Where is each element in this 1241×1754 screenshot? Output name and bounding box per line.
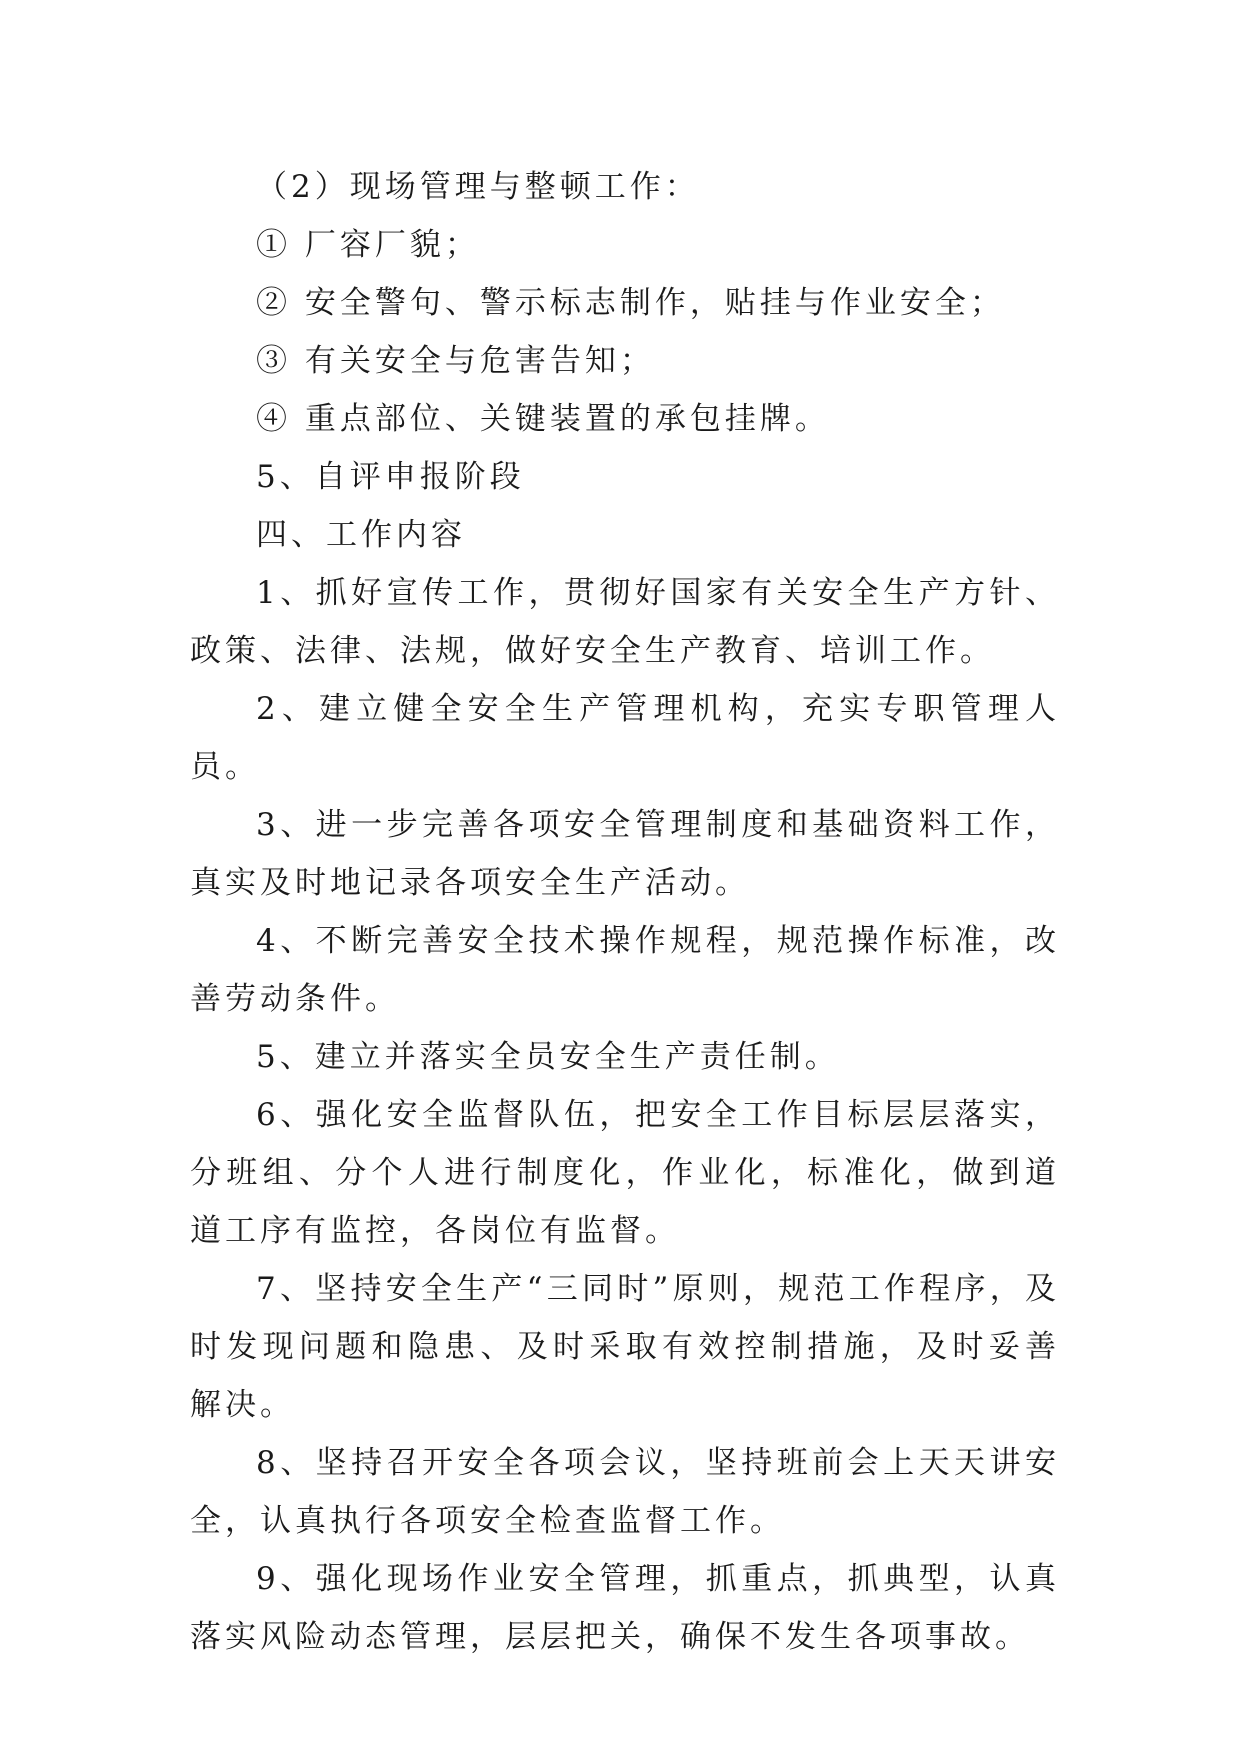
paragraph: 8、坚持召开安全各项会议，坚持班前会上天天讲安全，认真执行各项安全检查监督工作。 (190, 1445, 1060, 1539)
document-body (190, 158, 1060, 1666)
paragraph: 9、强化现场作业安全管理，抓重点，抓典型，认真落实风险动态管理，层层把关，确保不发生各项事故。 (190, 1561, 1060, 1655)
paragraph: 7、坚持安全生产“三同时”原则，规范工作程序，及时发现问题和隐患、及时采取有效控制措施，及时妥善解决。 (190, 1271, 1060, 1423)
paragraph: （2）现场管理与整顿工作： (256, 169, 700, 205)
paragraph: 2、建立健全安全生产管理机构，充实专职管理人员。 (190, 691, 1060, 785)
paragraph: ① 厂容厂貌； (256, 227, 480, 263)
paragraph: ② 安全警句、警示标志制作，贴挂与作业安全； (256, 285, 1005, 321)
paragraph: 3、进一步完善各项安全管理制度和基础资料工作，真实及时地记录各项安全生产活动。 (190, 807, 1060, 901)
paragraph: 4、不断完善安全技术操作规程，规范操作标准，改善劳动条件。 (190, 923, 1060, 1017)
paragraph: 1、抓好宣传工作，贯彻好国家有关安全生产方针、政策、法律、法规，做好安全生产教育、培训工作。 (190, 575, 1060, 669)
paragraph: 5、建立并落实全员安全生产责任制。 (256, 1039, 840, 1075)
section-heading: 四、工作内容 (256, 517, 466, 553)
paragraph: ③ 有关安全与危害告知； (256, 343, 655, 379)
paragraph: ④ 重点部位、关键装置的承包挂牌。 (256, 401, 830, 437)
paragraph: 5、自评申报阶段 (256, 459, 525, 495)
paragraph: 6、强化安全监督队伍，把安全工作目标层层落实，分班组、分个人进行制度化，作业化，标准化，做到道道工序有监控，各岗位有监督。 (190, 1097, 1060, 1249)
